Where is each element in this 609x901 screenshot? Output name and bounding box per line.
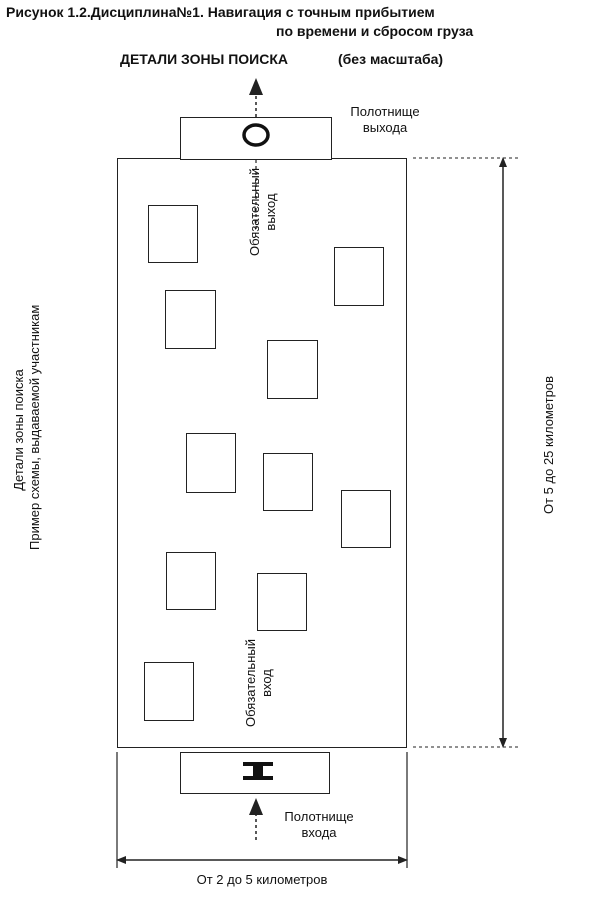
i-beam-marker-icon <box>243 762 273 780</box>
mandatory-exit-line2: выход <box>263 193 278 231</box>
side-note <box>11 304 45 550</box>
figure-title-line2: по времени и сбросом груза <box>276 23 474 39</box>
mandatory-exit-label <box>247 160 281 264</box>
entry-arrow-icon <box>249 798 263 840</box>
diagram-subtitle: ДЕТАЛИ ЗОНЫ ПОИСКА <box>120 51 288 67</box>
mandatory-exit-line1: Обязательный <box>247 168 262 256</box>
mandatory-entry-line2: вход <box>259 669 274 697</box>
entry-panel-label <box>278 809 360 841</box>
width-dimension-label: От 2 до 5 километров <box>196 872 328 887</box>
length-dimension-line <box>413 158 518 747</box>
scale-note: (без масштаба) <box>338 51 444 67</box>
side-note-line2: Пример схемы, выдаваемой участникам <box>27 304 42 550</box>
side-note-line1: Детали зоны поиска <box>11 369 26 491</box>
entry-panel-label-line1: Полотнище <box>284 809 354 824</box>
exit-panel-label <box>344 104 426 136</box>
exit-panel-label-line2: выхода <box>362 120 408 135</box>
exit-arrow-icon <box>249 78 263 117</box>
mandatory-entry-label <box>243 631 277 735</box>
length-dimension-label: От 5 до 25 километров <box>541 376 556 514</box>
oval-ring-marker-icon <box>244 125 268 145</box>
figure-title-line1: Рисунок 1.2.Дисциплина№1. Навигация с точным прибытием <box>6 4 435 20</box>
entry-panel-label-line2: входа <box>301 825 337 840</box>
exit-panel-label-line1: Полотнище <box>350 104 420 119</box>
mandatory-entry-line1: Обязательный <box>243 639 258 727</box>
